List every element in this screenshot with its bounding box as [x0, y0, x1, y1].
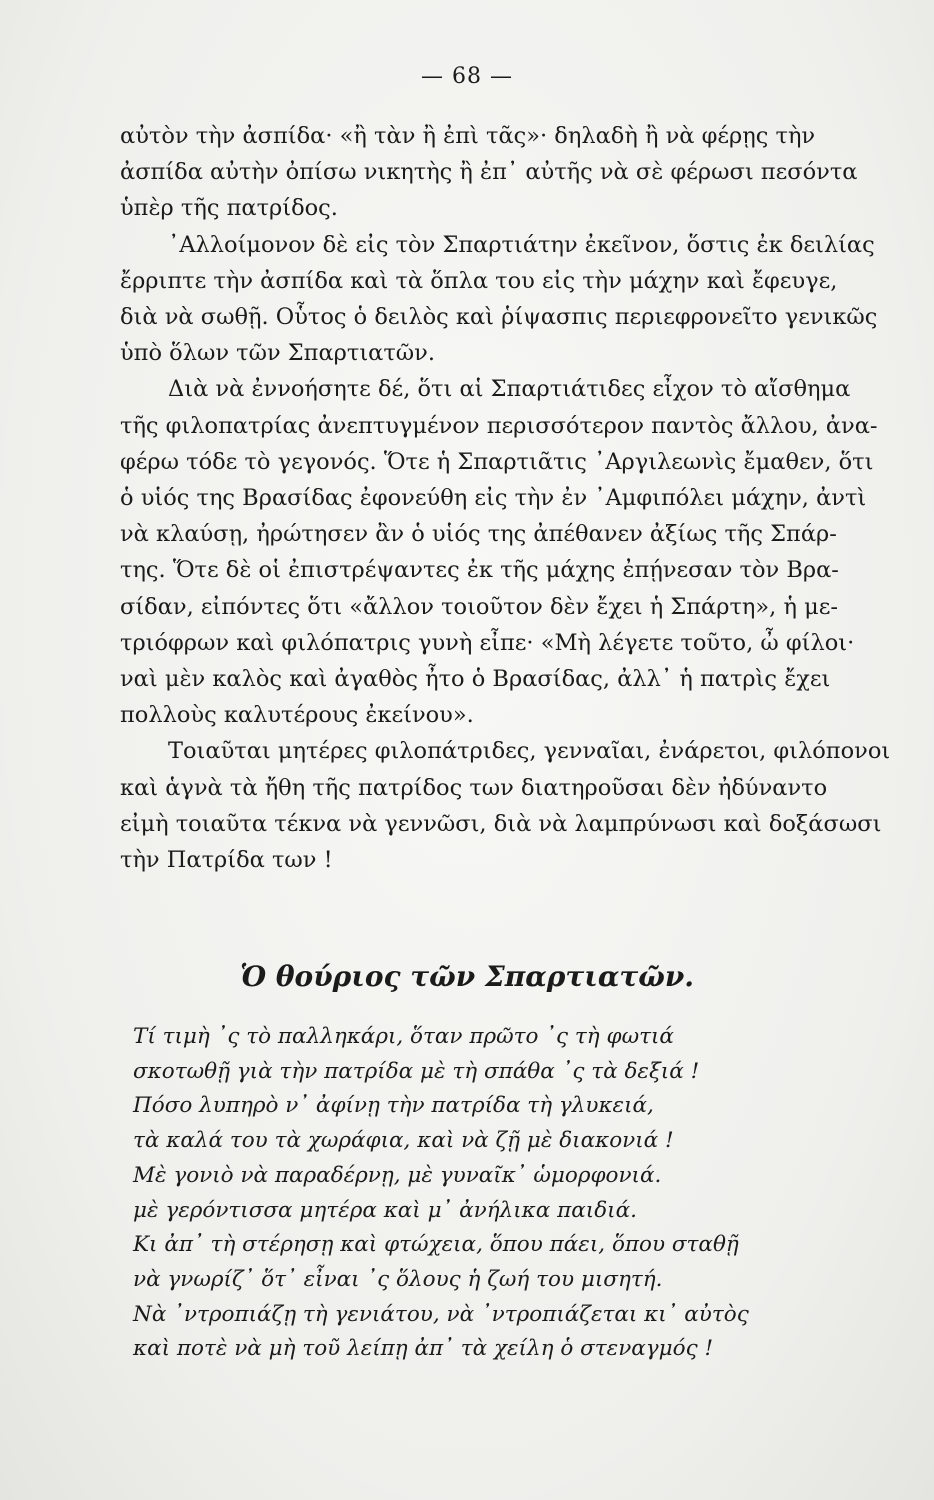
text-line: ᾿Αλλοίμονον δὲ εἰς τὸν Σπαρτιάτην ἐκεῖνον, ὅστις ἐκ δειλίας [168, 231, 875, 258]
text-line: τὴν Πατρίδα των ! [120, 847, 333, 874]
text-line: Διὰ νὰ ἐννοήσητε δέ, ὅτι αἱ Σπαρτιάτιδες εἶχον τὸ αἴσθημα [168, 376, 851, 403]
poem-line: Μὲ γονιὸ νὰ παραδέρνῃ, μὲ γυναῖκ᾽ ὡμορφονιά. [133, 1162, 662, 1188]
text-line: Τοιαῦται μητέρες φιλοπάτριδες, γενναῖαι, ἐνάρετοι, φιλόπονοι [168, 738, 891, 765]
page-number: — 68 — [421, 64, 513, 89]
poem-line: Τί τιμὴ ᾽ς τὸ παλληκάρι, ὅταν πρῶτο ᾽ς τὴ φωτιά [133, 1024, 674, 1049]
prose-body [120, 118, 891, 878]
text-line: διὰ νὰ σωθῇ. Οὗτος ὁ δειλὸς καὶ ῥίψασπις περιεφρονεῖτο γενικῶς [120, 304, 878, 331]
poem-line: Κι ἀπ᾽ τὴ στέρησῃ καὶ φτώχεια, ὅπου πάει, ὅπου σταθῇ [133, 1232, 739, 1258]
text-line: καὶ ἁγνὰ τὰ ἤθη τῆς πατρίδος των διατηροῦσαι δὲν ἠδύναντο [120, 774, 828, 801]
poem-line: μὲ γερόντισσα μητέρα καὶ μ᾽ ἀνήλικα παιδιά. [133, 1197, 637, 1223]
poem-line: τὰ καλά του τὰ χωράφια, καὶ νὰ ζῇ μὲ διακονιά ! [133, 1128, 674, 1154]
text-line: πολλοὺς καλυτέρους ἐκείνου». [120, 702, 474, 729]
text-line: ὑπὸ ὅλων τῶν Σπαρτιατῶν. [120, 340, 435, 367]
text-line: ναὶ μὲν καλὸς καὶ ἀγαθὸς ἦτο ὁ Βρασίδας, ἀλλ᾽ ἡ πατρὶς ἔχει [120, 666, 831, 693]
text-line: της. Ὅτε δὲ οἱ ἐπιστρέψαντες ἐκ τῆς μάχης ἐπῄνεσαν τὸν Βρα- [120, 557, 839, 584]
poem-body [133, 1020, 813, 1367]
text-line: ἀσπίδα αὐτὴν ὀπίσω νικητὴς ἢ ἐπ᾽ αὐτῆς νὰ σὲ φέρωσι πεσόντα [120, 159, 858, 186]
poem-line: Πόσο λυπηρὸ ν᾽ ἀφίνῃ τὴν πατρίδα τὴ γλυκειά, [133, 1093, 654, 1119]
text-line: αὐτὸν τὴν ἀσπίδα· «ἢ τὰν ἢ ἐπὶ τᾶς»· δηλαδὴ ἢ νὰ φέρῃς τὴν [120, 123, 816, 149]
text-line: εἰμὴ τοιαῦτα τέκνα νὰ γεννῶσι, διὰ νὰ λαμπρύνωσι καὶ δοξάσωσι [120, 810, 882, 837]
poem-line: σκοτωθῇ γιὰ τὴν πατρίδα μὲ τὴ σπάθα ᾽ς τὰ δεξιά ! [133, 1058, 700, 1084]
text-line: φέρω τόδε τὸ γεγονός. Ὅτε ἡ Σπαρτιᾶτις ᾿Αργιλεωνὶς ἔμαθεν, ὅτι [120, 448, 874, 475]
text-line: τριόφρων καὶ φιλόπατρις γυνὴ εἶπε· «Μὴ λέγετε τοῦτο, ὦ φίλοι· [120, 629, 855, 656]
text-line: ὁ υἱός της Βρασίδας ἐφονεύθη εἰς τὴν ἐν ᾿Αμφιπόλει μάχην, ἀντὶ [120, 485, 867, 512]
poem-line: Νὰ ᾽ντροπιάζῃ τὴ γενιάτου, νὰ ᾽ντροπιάζεται κι᾽ αὐτὸς [133, 1301, 749, 1327]
poem-heading: Ὁ θούριος τῶν Σπαρτιατῶν. [239, 960, 695, 993]
text-line: νὰ κλαύσῃ, ἠρώτησεν ἂν ὁ υἱός της ἀπέθανεν ἀξίως τῆς Σπάρ- [120, 521, 837, 548]
poem-line: καὶ ποτὲ νὰ μὴ τοῦ λείπῃ ἀπ᾽ τὰ χείλη ὁ στεναγμός ! [133, 1336, 714, 1362]
text-line: σίδαν, εἰπόντες ὅτι «ἄλλον τοιοῦτον δὲν ἔχει ἡ Σπάρτη», ἡ με- [120, 593, 838, 620]
poem-line: νὰ γνωρίζ᾽ ὅτ᾽ εἶναι ᾽ς ὅλους ἡ ζωή του μισητή. [133, 1266, 663, 1292]
text-line: ὑπὲρ τῆς πατρίδος. [120, 195, 338, 222]
text-line: τῆς φιλοπατρίας ἀνεπτυγμένον περισσότερον παντὸς ἄλλου, ἀνα- [120, 412, 878, 439]
text-line: ἔρριπτε τὴν ἀσπίδα καὶ τὰ ὅπλα του εἰς τὴν μάχην καὶ ἔφευγε, [120, 267, 838, 294]
